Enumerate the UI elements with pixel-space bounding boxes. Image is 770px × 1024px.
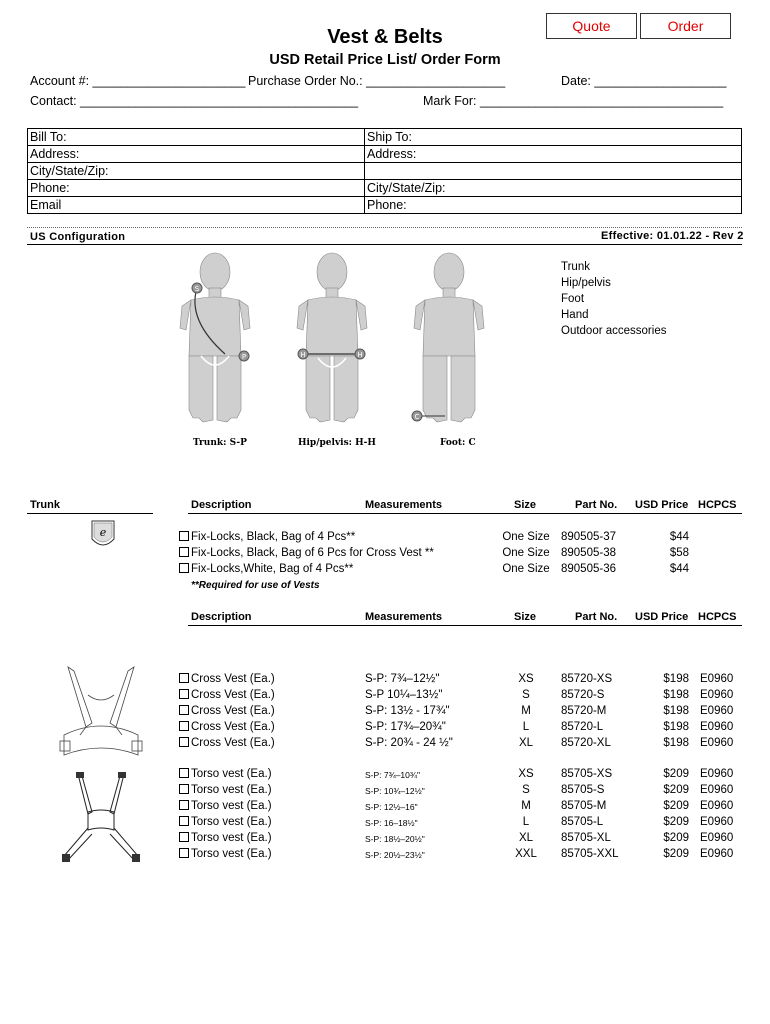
hcpcs-cell: E0960 — [700, 689, 734, 701]
bill-phone-field[interactable]: Phone: — [28, 180, 365, 197]
hcpcs-cell: E0960 — [700, 784, 734, 796]
hcpcs-cell: E0960 — [700, 721, 734, 733]
part-number-cell: 85705-M — [561, 800, 607, 812]
price-cell: $209 — [663, 848, 689, 860]
section-label-trunk: Trunk — [30, 499, 60, 511]
part-number-cell: 85705-XXL — [561, 848, 619, 860]
price-cell: $209 — [663, 800, 689, 812]
page-subtitle: USD Retail Price List/ Order Form — [269, 52, 501, 68]
col-header-measurements: Measurements — [365, 499, 443, 511]
price-cell: $198 — [663, 705, 689, 717]
part-number-cell: 85720-M — [561, 705, 607, 717]
measurement-cell: S-P: 7¾–12½" — [365, 673, 440, 685]
price-cell: $198 — [663, 737, 689, 749]
product-description — [179, 832, 272, 844]
col-header-part: Part No. — [575, 499, 618, 511]
order-checkbox[interactable] — [179, 784, 189, 794]
contact-field[interactable]: Contact: ________________________________________ — [30, 94, 359, 108]
size-cell: L — [522, 816, 530, 828]
part-number-cell: 890505-38 — [561, 547, 616, 559]
col-header-description: Description — [191, 499, 252, 511]
part-number-cell: 85705-XL — [561, 832, 611, 844]
measurement-cell: S-P: 17¾–20¾" — [365, 721, 446, 733]
size-cell: L — [522, 721, 530, 733]
divider — [188, 625, 742, 626]
divider — [27, 244, 742, 245]
part-number-cell: 85720-L — [561, 721, 604, 733]
description-text: Cross Vest (Ea.) — [191, 721, 275, 733]
description-text: Torso vest (Ea.) — [191, 816, 272, 828]
order-checkbox[interactable] — [179, 721, 189, 731]
order-checkbox[interactable] — [179, 531, 189, 541]
order-checkbox[interactable] — [179, 705, 189, 715]
col-header-price: USD Price — [635, 611, 689, 623]
divider — [27, 227, 742, 228]
legend-item-outdoor: Outdoor accessories — [561, 325, 667, 337]
effective-date: Effective: 01.01.22 - Rev 2 — [601, 230, 744, 242]
size-cell: XL — [518, 737, 534, 749]
fixlock-icon — [88, 515, 118, 553]
col-header-hcpcs: HCPCS — [698, 611, 737, 623]
product-description — [179, 768, 272, 780]
size-cell: S — [522, 784, 530, 796]
product-description — [179, 563, 353, 575]
col-header-price: USD Price — [635, 499, 689, 511]
col-header-size: Size — [514, 611, 537, 623]
part-number-cell: 85705-S — [561, 784, 605, 796]
svg-text:H: H — [357, 351, 363, 359]
price-cell: $209 — [663, 816, 689, 828]
ship-to-field[interactable]: Ship To: — [365, 129, 742, 146]
order-checkbox[interactable] — [179, 673, 189, 683]
order-button[interactable]: Order — [640, 13, 731, 39]
figure-trunk-illustration — [175, 250, 265, 435]
product-description — [179, 721, 275, 733]
product-description — [179, 848, 272, 860]
size-cell: XL — [518, 832, 534, 844]
hcpcs-cell: E0960 — [700, 816, 734, 828]
description-text: Fix-Locks,White, Bag of 4 Pcs** — [191, 563, 354, 575]
order-checkbox[interactable] — [179, 816, 189, 826]
product-description — [179, 800, 272, 812]
ship-phone-field[interactable]: Phone: — [365, 197, 742, 214]
address-table — [27, 128, 742, 214]
figure-caption: Foot: C — [440, 438, 476, 448]
torso-vest-illustration — [58, 772, 144, 864]
order-checkbox[interactable] — [179, 800, 189, 810]
order-checkbox[interactable] — [179, 563, 189, 573]
description-text: Cross Vest (Ea.) — [191, 705, 275, 717]
account-field[interactable]: Account #: ______________________ — [30, 74, 246, 88]
bill-to-field[interactable]: Bill To: — [28, 129, 365, 146]
col-header-size: Size — [514, 499, 537, 511]
ship-address-field[interactable]: Address: — [365, 146, 742, 163]
measurement-cell: S-P: 16–18½" — [365, 818, 418, 828]
price-cell: $198 — [663, 721, 689, 733]
description-text: Torso vest (Ea.) — [191, 800, 272, 812]
measurement-cell: S-P: 20¾ - 24 ½" — [365, 737, 453, 749]
figure-foot-illustration — [405, 250, 495, 435]
price-cell: $209 — [663, 784, 689, 796]
bill-city-field[interactable]: City/State/Zip: — [28, 163, 365, 180]
part-number-cell: 85705-L — [561, 816, 604, 828]
price-cell: $44 — [669, 563, 689, 575]
product-description — [179, 816, 272, 828]
hcpcs-cell: E0960 — [700, 800, 734, 812]
svg-text:H: H — [300, 351, 306, 359]
description-text: Fix-Locks, Black, Bag of 4 Pcs** — [191, 531, 356, 543]
legend-item-hip: Hip/pelvis — [561, 277, 611, 289]
product-description — [179, 737, 275, 749]
required-note: **Required for use of Vests — [191, 580, 320, 591]
ship-city-field[interactable]: City/State/Zip: — [365, 180, 742, 197]
measurement-cell: S-P: 13½ - 17¾" — [365, 705, 450, 717]
order-checkbox[interactable] — [179, 848, 189, 858]
description-text: Cross Vest (Ea.) — [191, 737, 275, 749]
legend-item-hand: Hand — [561, 309, 589, 321]
product-description — [179, 689, 275, 701]
hcpcs-cell: E0960 — [700, 737, 734, 749]
order-checkbox[interactable] — [179, 737, 189, 747]
price-cell: $209 — [663, 768, 689, 780]
part-number-cell: 85720-S — [561, 689, 605, 701]
measurement-cell: S-P: 20½–23½" — [365, 850, 425, 860]
part-number-cell: 85720-XL — [561, 737, 611, 749]
order-checkbox[interactable] — [179, 768, 189, 778]
config-label: US Configuration — [30, 231, 126, 243]
part-number-cell: 85705-XS — [561, 768, 613, 780]
col-header-measurements: Measurements — [365, 611, 443, 623]
price-cell: $198 — [663, 673, 689, 685]
size-cell: One Size — [502, 563, 550, 575]
page-title: Vest & Belts — [327, 26, 443, 48]
order-checkbox[interactable] — [179, 689, 189, 699]
size-cell: S — [522, 689, 530, 701]
date-field[interactable]: Date: ___________________ — [561, 74, 727, 88]
figure-hip-illustration — [290, 250, 380, 435]
part-number-cell: 890505-36 — [561, 563, 616, 575]
product-description — [179, 705, 275, 717]
part-number-cell: 890505-37 — [561, 531, 616, 543]
product-description — [179, 673, 275, 685]
measurement-cell: S-P: 18½–20½" — [365, 834, 425, 844]
col-header-part: Part No. — [575, 611, 618, 623]
product-description — [179, 547, 434, 559]
bill-address-field[interactable]: Address: — [28, 146, 365, 163]
measurement-cell: S-P: 10¾–12½" — [365, 786, 425, 796]
quote-button[interactable]: Quote — [546, 13, 637, 39]
legend-item-trunk: Trunk — [561, 261, 590, 273]
svg-text:S: S — [194, 285, 200, 293]
order-checkbox[interactable] — [179, 547, 189, 557]
measurement-cell: S-P: 12½–16" — [365, 802, 418, 812]
hcpcs-cell: E0960 — [700, 673, 734, 685]
hcpcs-cell: E0960 — [700, 705, 734, 717]
price-cell: $58 — [669, 547, 689, 559]
purchase-order-field[interactable]: Purchase Order No.: ____________________ — [248, 74, 506, 88]
product-description — [179, 784, 272, 796]
size-cell: XS — [518, 768, 534, 780]
order-checkbox[interactable] — [179, 832, 189, 842]
description-text: Fix-Locks, Black, Bag of 6 Pcs for Cross Vest ** — [191, 547, 434, 559]
price-cell: $198 — [663, 689, 689, 701]
product-description — [179, 531, 355, 543]
description-text: Torso vest (Ea.) — [191, 768, 272, 780]
hcpcs-cell: E0960 — [700, 768, 734, 780]
description-text: Cross Vest (Ea.) — [191, 673, 275, 685]
divider — [188, 513, 742, 514]
ship-blank-field[interactable] — [365, 163, 742, 180]
size-cell: M — [521, 705, 531, 717]
price-cell: $44 — [669, 531, 689, 543]
mark-for-field[interactable]: Mark For: ___________________________________ — [423, 94, 724, 108]
description-text: Cross Vest (Ea.) — [191, 689, 275, 701]
svg-text:C: C — [414, 413, 420, 421]
legend-item-foot: Foot — [561, 293, 585, 305]
description-text: Torso vest (Ea.) — [191, 784, 272, 796]
figure-caption: Trunk: S-P — [193, 438, 247, 448]
bill-email-field[interactable]: Email — [28, 197, 365, 214]
size-cell: M — [521, 800, 531, 812]
svg-text:P: P — [241, 353, 247, 361]
description-text: Torso vest (Ea.) — [191, 832, 272, 844]
hcpcs-cell: E0960 — [700, 848, 734, 860]
divider — [27, 513, 153, 514]
price-cell: $209 — [663, 832, 689, 844]
description-text: Torso vest (Ea.) — [191, 848, 272, 860]
size-cell: XS — [518, 673, 534, 685]
size-cell: One Size — [502, 531, 550, 543]
col-header-hcpcs: HCPCS — [698, 499, 737, 511]
cross-vest-illustration — [58, 665, 144, 770]
size-cell: One Size — [502, 547, 550, 559]
hcpcs-cell: E0960 — [700, 832, 734, 844]
size-cell: XXL — [515, 848, 537, 860]
measurement-cell: S-P: 7¾–10¾" — [365, 770, 420, 780]
figure-caption: Hip/pelvis: H-H — [298, 438, 376, 448]
part-number-cell: 85720-XS — [561, 673, 613, 685]
measurement-cell: S-P 10¼–13½" — [365, 689, 443, 701]
col-header-description: Description — [191, 611, 252, 623]
svg-text:e: e — [99, 526, 107, 539]
